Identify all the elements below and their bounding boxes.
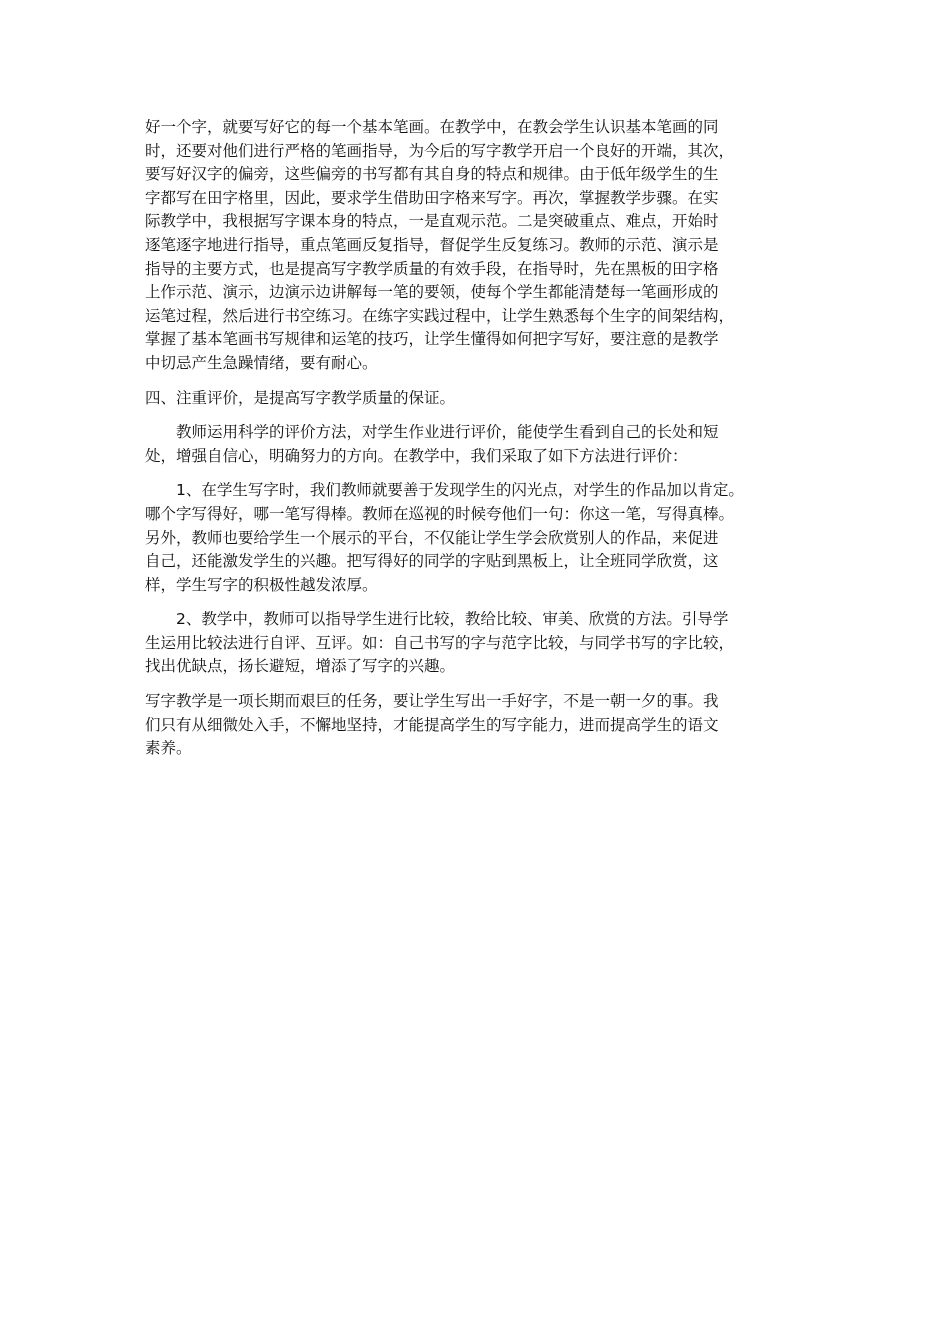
line: 教师运用科学的评价方法，对学生作业进行评价，能使学生看到自己的长处和短	[145, 423, 719, 442]
paragraph-conclusion	[145, 690, 810, 761]
line: 2、教学中，教师可以指导学生进行比较，教给比较、审美、欣赏的方法。引导学	[145, 610, 729, 629]
line: 样，学生写字的积极性越发浓厚。	[145, 575, 378, 594]
line: 字都写在田字格里，因此，要求学生借助田字格来写字。再次，掌握教学步骤。在实	[145, 188, 719, 207]
paragraph-teaching-steps	[145, 116, 810, 376]
section-heading	[145, 387, 810, 411]
line: 处，增强自信心，明确努力的方向。在教学中，我们采取了如下方法进行评价：	[145, 446, 688, 465]
line: 另外，教师也要给学生一个展示的平台，不仅能让学生学会欣赏别人的作品，来促进	[145, 528, 719, 547]
line: 运笔过程，然后进行书空练习。在练字实践过程中，让学生熟悉每个生字的间架结构，	[145, 306, 735, 325]
document-body	[145, 116, 810, 761]
line: 中切忌产生急躁情绪，要有耐心。	[145, 353, 378, 372]
line: 好一个字，就要写好它的每一个基本笔画。在教学中，在教会学生认识基本笔画的同	[145, 118, 719, 136]
line: 写字教学是一项长期而艰巨的任务，要让学生写出一手好字，不是一朝一夕的事。我	[145, 692, 719, 711]
line: 自己，还能激发学生的兴趣。把写得好的同学的字贴到黑板上，让全班同学欣赏，这	[145, 552, 719, 571]
paragraph-item-2	[145, 608, 810, 679]
paragraph-item-1	[145, 479, 810, 597]
line: 上作示范、演示，边演示边讲解每一笔的要领，使每个学生都能清楚每一笔画形成的	[145, 283, 719, 302]
line: 要写好汉字的偏旁，这些偏旁的书写都有其自身的特点和规律。由于低年级学生的生	[145, 165, 719, 184]
line: 们只有从细微处入手，不懈地坚持，才能提高学生的写字能力，进而提高学生的语文	[145, 715, 719, 734]
line: 找出优缺点，扬长避短，增添了写字的兴趣。	[145, 657, 456, 676]
line: 指导的主要方式，也是提高写字教学质量的有效手段，在指导时，先在黑板的田字格	[145, 259, 719, 278]
line: 时，还要对他们进行严格的笔画指导，为今后的写字教学开启一个良好的开端，其次，	[145, 141, 735, 160]
line: 际教学中，我根据写字课本身的特点，一是直观示范。二是突破重点、难点，开始时	[145, 212, 719, 231]
line: 逐笔逐字地进行指导，重点笔画反复指导，督促学生反复练习。教师的示范、演示是	[145, 235, 719, 254]
paragraph-evaluation-intro	[145, 421, 810, 468]
line: 哪个字写得好，哪一笔写得棒。教师在巡视的时候夸他们一句：你这一笔，写得真棒。	[145, 504, 735, 523]
line: 素养。	[145, 739, 192, 758]
line: 1、在学生写字时，我们教师就要善于发现学生的闪光点，对学生的作品加以肯定。	[145, 481, 744, 500]
line: 掌握了基本笔画书写规律和运笔的技巧，让学生懂得如何把字写好，要注意的是教学	[145, 330, 719, 349]
heading-line: 四、注重评价，是提高写字教学质量的保证。	[145, 388, 456, 407]
line: 生运用比较法进行自评、互评。如：自己书写的字与范字比较，与同学书写的字比较，	[145, 633, 735, 652]
